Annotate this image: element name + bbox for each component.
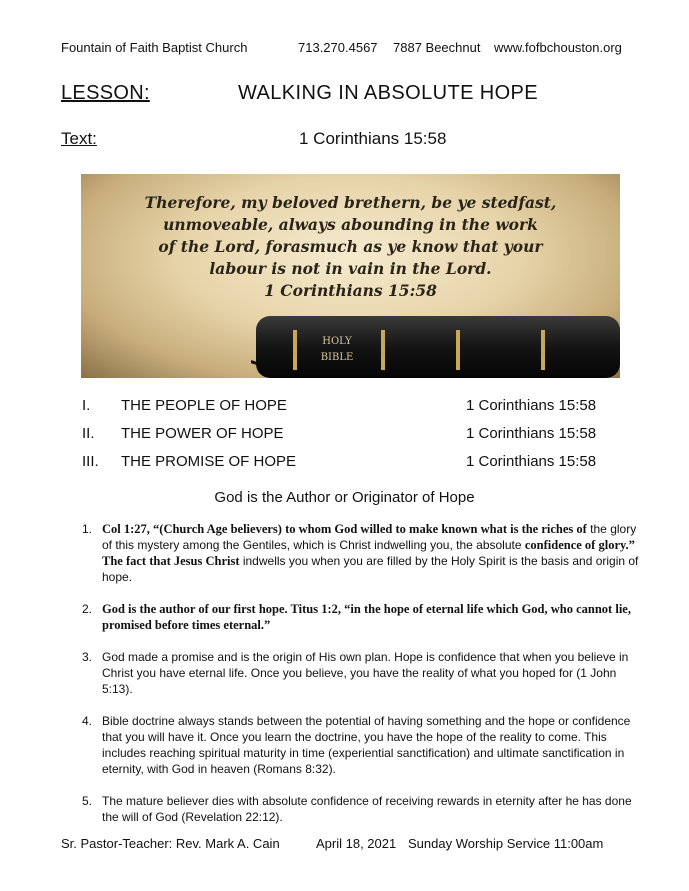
banner-line: unmoveable, always abounding in the work bbox=[163, 215, 538, 234]
point-text: The mature believer dies with absolute confidence of receiving rewards in eternity after he has done the will of God (Revelation 22:12). bbox=[102, 794, 632, 824]
outline-number: III. bbox=[82, 453, 99, 470]
banner-line: 1 Corinthians 15:58 bbox=[264, 281, 437, 300]
points-list bbox=[82, 521, 642, 841]
point-bold-text: God is the author of our first hope. Titus 1:2, “in the hope of eternal life which God, who cannot lie, promised before times eternal.” bbox=[102, 602, 631, 632]
point-number: 5. bbox=[82, 794, 93, 808]
point-number: 1. bbox=[82, 522, 93, 536]
church-name: Fountain of Faith Baptist Church bbox=[61, 40, 248, 55]
list-item bbox=[82, 649, 642, 697]
footer-pastor: Sr. Pastor-Teacher: Rev. Mark A. Cain bbox=[61, 836, 280, 851]
point-bold-text: Col 1:27, “(Church Age believers) to whom God willed to make known what is the riches of bbox=[102, 522, 587, 536]
text-label: Text: bbox=[61, 129, 97, 148]
outline-reference: 1 Corinthians 15:58 bbox=[466, 425, 597, 442]
banner-quote bbox=[81, 192, 620, 302]
gold-band bbox=[456, 330, 460, 370]
outline-number: II. bbox=[82, 425, 95, 442]
point-number: 3. bbox=[82, 650, 93, 664]
gold-band bbox=[381, 330, 385, 370]
list-item bbox=[82, 793, 642, 825]
section-subtitle: God is the Author or Originator of Hope bbox=[214, 489, 475, 506]
outline-title: THE PEOPLE OF HOPE bbox=[121, 397, 287, 414]
point-bold-text: confidence of glory.” The fact that Jesus Christ bbox=[102, 538, 635, 568]
footer-date: April 18, 2021 bbox=[316, 836, 397, 851]
gold-band bbox=[293, 330, 297, 370]
banner-line: labour is not in vain in the Lord. bbox=[209, 259, 492, 278]
list-item bbox=[82, 713, 642, 777]
scripture-banner bbox=[81, 174, 620, 378]
outline-title: THE PROMISE OF HOPE bbox=[121, 453, 297, 470]
banner-line: of the Lord, forasmuch as ye know that your bbox=[158, 237, 543, 256]
book-spine bbox=[256, 316, 620, 378]
list-item bbox=[82, 601, 642, 633]
point-text: the glory of this mystery among the Gentiles, which is Christ indwelling you, the absolute bbox=[102, 522, 637, 552]
point-text: God made a promise and is the origin of His own plan. Hope is confidence that when you believe in Christ you have eternal life. Once you believe, you have the reality of what you hoped for (1 John 5:13). bbox=[102, 650, 629, 696]
outline-title: THE POWER OF HOPE bbox=[121, 425, 284, 442]
church-address: 7887 Beechnut bbox=[393, 40, 481, 55]
lesson-title: WALKING IN ABSOLUTE HOPE bbox=[238, 82, 539, 104]
gold-band bbox=[541, 330, 545, 370]
spine-text-top: HOLY bbox=[322, 336, 352, 347]
outline-reference: 1 Corinthians 15:58 bbox=[466, 397, 597, 414]
outline-number: I. bbox=[82, 397, 91, 414]
point-number: 2. bbox=[82, 602, 93, 616]
banner-line: Therefore, my beloved brethern, be ye stedfast, bbox=[144, 193, 557, 212]
spine-text-bottom: BIBLE bbox=[320, 352, 354, 363]
footer-service: Sunday Worship Service 11:00am bbox=[408, 836, 604, 851]
list-item bbox=[82, 521, 642, 585]
lesson-label: LESSON: bbox=[61, 82, 150, 104]
text-reference: 1 Corinthians 15:58 bbox=[299, 129, 447, 148]
outline-reference: 1 Corinthians 15:58 bbox=[466, 453, 597, 470]
point-number: 4. bbox=[82, 714, 93, 728]
church-website: www.fofbchouston.org bbox=[494, 40, 622, 55]
church-phone: 713.270.4567 bbox=[298, 40, 378, 55]
point-text: Bible doctrine always stands between the potential of having something and the hope or confidence that you will have it. Once you learn the doctrine, you have the hope of the reality to come. This includes reaching spiritual maturity in time (experiential sanctification) and ultimate sanctification in eternity, with God in heaven (Romans 8:32). bbox=[102, 714, 631, 776]
bible-book-image bbox=[251, 312, 620, 378]
point-text: indwells you when you are filled by the Holy Spirit is the basis and origin of hope. bbox=[102, 554, 639, 584]
